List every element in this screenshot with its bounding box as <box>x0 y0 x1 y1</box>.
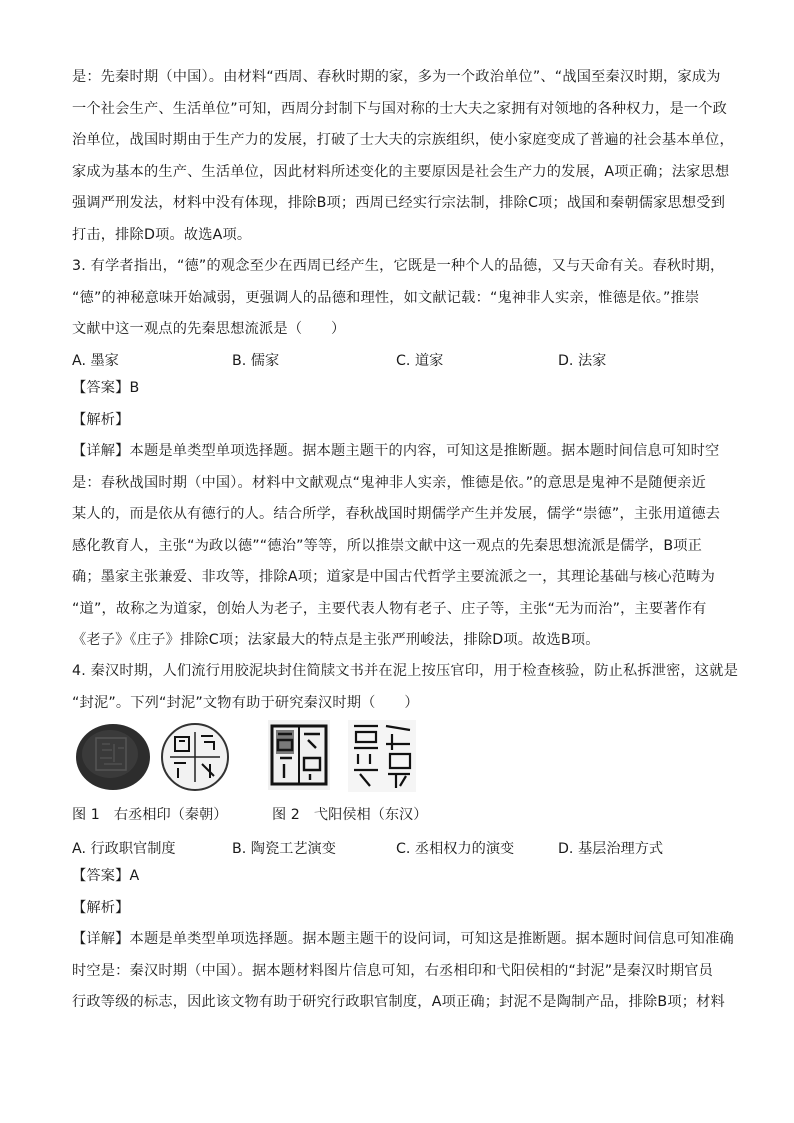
text-line: 打击，排除D项。故选A项。 <box>72 226 252 243</box>
text-line: “道”，故称之为道家，创始人为老子，主要代表人物有老子、庄子等，主张“无为而治”，主要著作有 <box>72 600 707 617</box>
previous-answer-continuation <box>72 62 734 251</box>
option-c: C. 道家 <box>396 353 444 369</box>
text-line: 某人的，而是依从有德行的人。结合所学，春秋战国时期儒学产生并发展，儒学“崇德”，主张用道德去 <box>72 506 721 522</box>
clay-seal-icon <box>74 720 152 792</box>
question-3-solution <box>72 373 722 657</box>
answer-label: 【答案】B <box>72 380 140 396</box>
option-c: C. 丞相权力的演变 <box>396 841 515 857</box>
figure-1-caption: 图 1 右丞相印（秦朝） <box>72 807 228 823</box>
text-line: 【详解】本题是单类型单项选择题。据本题主题干的设问词，可知这是推断题。据本题时间信息可知准确 <box>72 931 734 947</box>
option-d: D. 基层治理方式 <box>558 841 664 857</box>
text-line: “封泥”。下列“封泥”文物有助于研究秦汉时期（ ） <box>72 694 419 711</box>
text-line: 3. 有学者指出，“德”的观念至少在西周已经产生，它既是一种个人的品德，又与天命有关。春秋时期， <box>72 258 725 274</box>
text-line: 《老子》《庄子》排除C项；法家最大的特点是主张严刑峻法，排除D项。故选B项。 <box>72 632 600 648</box>
analysis-label: 【解析】 <box>72 411 130 428</box>
text-line: 家成为基本的生产、生活单位，因此材料所述变化的主要原因是社会生产力的发展，A项正确；法家思想 <box>72 163 730 180</box>
question-3-stem <box>72 251 725 346</box>
text-line: “德”的神秘意味开始减弱，更强调人的品德和理性，如文献记载：“鬼神非人实亲，惟德是依。”推崇 <box>72 289 700 306</box>
question-4-solution <box>72 861 734 1019</box>
text-line: 感化教育人，主张“为政以德”“德治”等等，所以推崇文献中这一观点的先秦思想流派是儒学，B项正 <box>72 537 703 554</box>
text-line: 4. 秦汉时期，人们流行用胶泥块封住简牍文书并在泥上按压官印，用于检查核验，防止私拆泄密，这就是 <box>72 663 739 679</box>
analysis-label: 【解析】 <box>72 899 130 916</box>
text-line: 一个社会生产、生活单位”可知，西周分封制下与国对称的士大夫之家拥有对领地的各种权力，是一个政 <box>72 100 727 117</box>
question-4-stem <box>72 656 739 719</box>
text-line: 强调严刑发法，材料中没有体现，排除B项；西周已经实行宗法制，排除C项；战国和秦朝儒家思想受到 <box>72 195 726 211</box>
text-line: 是：春秋战国时期（中国）。材料中文献观点“鬼神非人实亲，惟德是依。”的意思是鬼神不是随便亲近 <box>72 474 706 491</box>
option-a: A. 行政职官制度 <box>72 841 176 857</box>
option-b: B. 儒家 <box>232 353 280 369</box>
seal-impression-icon <box>266 718 332 792</box>
text-line: 治单位，战国时期由于生产力的发展，打破了士大夫的宗族组织，使小家庭变成了普遍的社会基本单位， <box>72 132 734 148</box>
seal-impression-icon <box>346 718 418 794</box>
text-line: 【详解】本题是单类型单项选择题。据本题主题干的内容，可知这是推断题。据本题时间信息可知时空 <box>72 443 720 459</box>
seal-figures <box>72 716 472 800</box>
text-line: 是：先秦时期（中国）。由材料“西周、春秋时期的家，多为一个政治单位”、“战国至秦汉时期，家成为 <box>72 69 721 85</box>
text-line: 文献中这一观点的先秦思想流派是（ ） <box>72 321 346 337</box>
seal-impression-icon <box>160 722 230 792</box>
option-a: A. 墨家 <box>72 353 119 369</box>
text-line: 行政等级的标志，因此该文物有助于研究行政职官制度，A项正确；封泥不是陶制产品，排除B项；材料 <box>72 994 725 1010</box>
figure-2-caption: 图 2 弋阳侯相（东汉） <box>272 807 428 823</box>
option-d: D. 法家 <box>558 353 607 369</box>
text-line: 时空是：秦汉时期（中国）。据本题材料图片信息可知，右丞相印和弋阳侯相的“封泥”是秦汉时期官员 <box>72 962 714 979</box>
option-b: B. 陶瓷工艺演变 <box>232 841 336 857</box>
text-line: 确；墨家主张兼爱、非攻等，排除A项；道家是中国古代哲学主要流派之一，其理论基础与核心范畴为 <box>72 569 715 585</box>
answer-label: 【答案】A <box>72 868 140 884</box>
